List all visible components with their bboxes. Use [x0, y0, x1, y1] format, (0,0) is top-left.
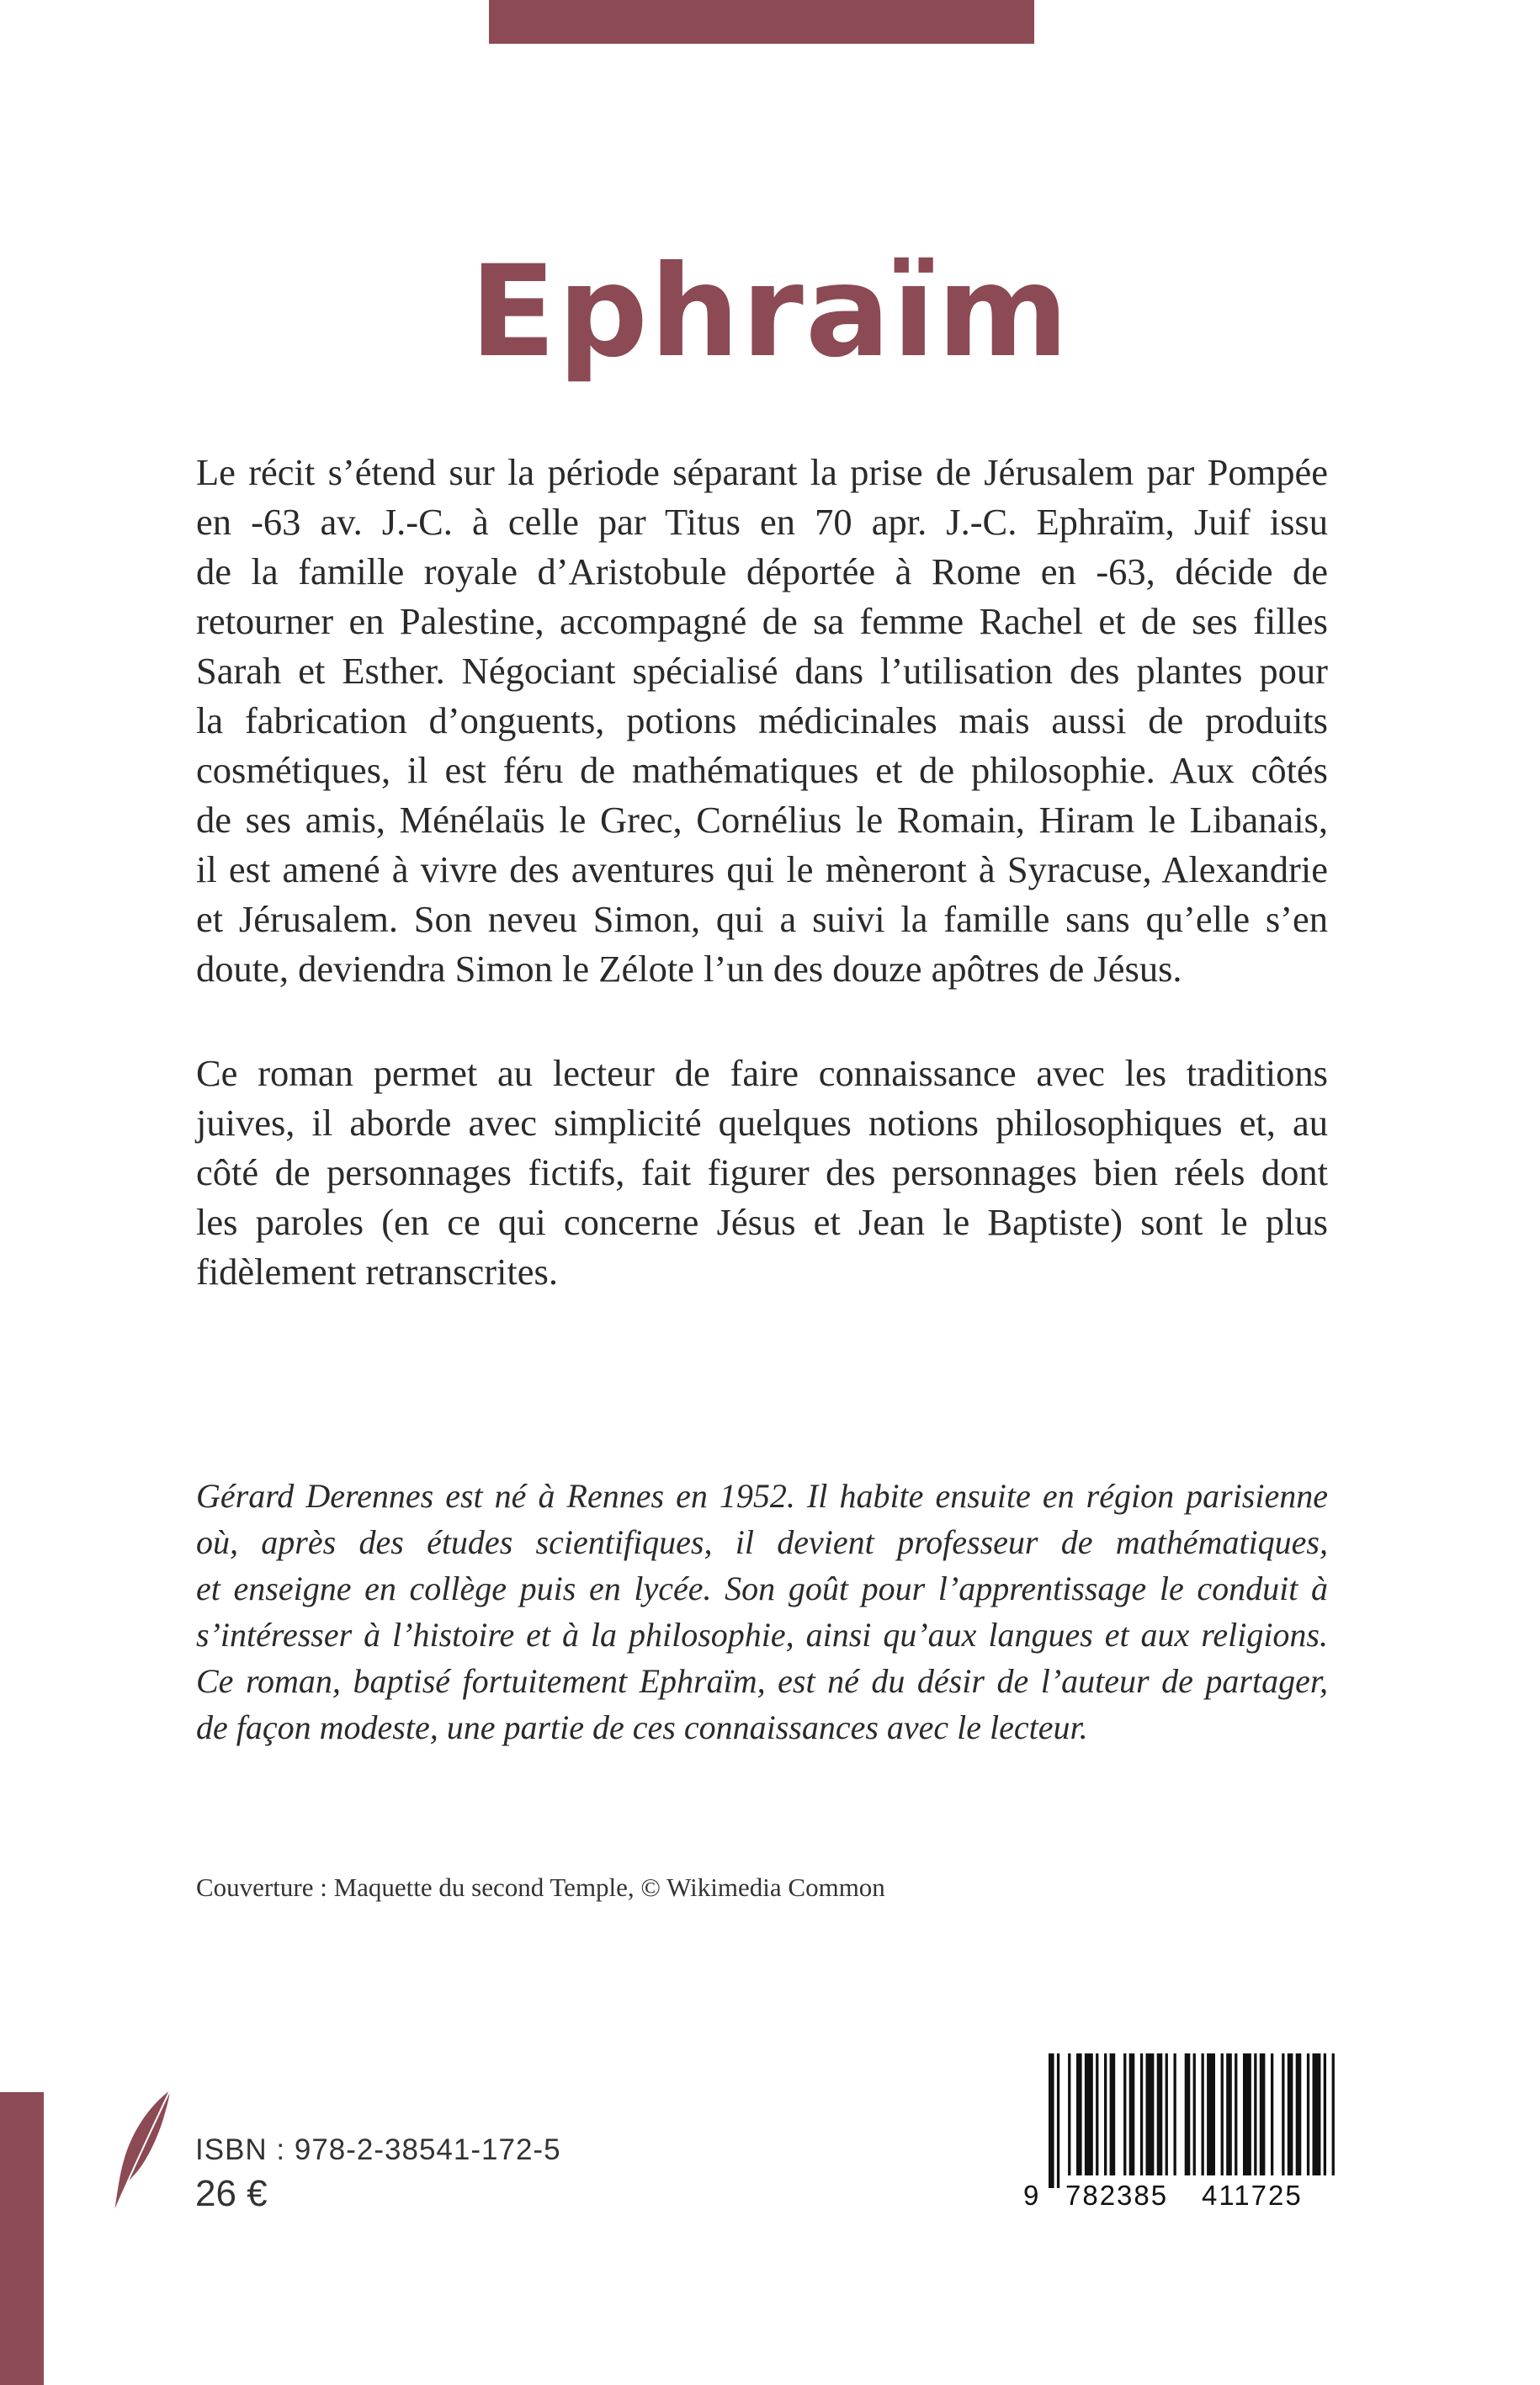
- barcode-bar: [1207, 2053, 1215, 2175]
- bio-line: de façon modeste, une partie de ces connaissances avec le lecteur.: [196, 1708, 1088, 1746]
- barcode-bar: [1332, 2053, 1335, 2175]
- summary-line: les paroles (en ce qui concerne Jésus et Jean le Baptiste) sont le plus: [196, 1201, 1328, 1243]
- barcode-bar: [1307, 2053, 1309, 2175]
- barcode-bar: [1226, 2053, 1232, 2175]
- barcode-bar: [1271, 2053, 1273, 2175]
- summary-line: Le récit s’étend sur la période séparant la prise de Jérusalem par Pompée: [196, 451, 1328, 493]
- barcode-bar: [1146, 2053, 1155, 2175]
- summary-line: Sarah et Esther. Négociant spécialisé dans l’utilisation des plantes pour: [196, 650, 1328, 692]
- summary-paragraph-1: [196, 448, 1328, 994]
- barcode-bar: [1166, 2053, 1168, 2175]
- barcode-bar: [1129, 2053, 1135, 2175]
- barcode-bar: [1096, 2053, 1098, 2175]
- summary-line: en -63 av. J.-C. à celle par Titus en 70 apr. J.-C. Ephraïm, Juif issu: [196, 501, 1328, 543]
- summary-line: fidèlement retranscrites.: [196, 1251, 558, 1293]
- barcode-bar: [1140, 2053, 1143, 2175]
- summary-line: de ses amis, Ménélaüs le Grec, Cornélius le Romain, Hiram le Libanais,: [196, 799, 1328, 841]
- barcode-bar: [1157, 2053, 1163, 2175]
- barcode-bar: [1076, 2053, 1082, 2175]
- barcode-bar: [1085, 2053, 1093, 2175]
- price-text: 26 €: [195, 2173, 268, 2214]
- barcode-bar: [1110, 2053, 1116, 2175]
- barcode-bar: [1288, 2053, 1293, 2175]
- summary-paragraph-2: [196, 1049, 1328, 1297]
- barcode-bar: [1193, 2053, 1196, 2175]
- barcode-bar: [1221, 2053, 1224, 2175]
- side-accent-bar: [0, 2092, 44, 2385]
- summary-line: la fabrication d’onguents, potions médicinales mais aussi de produits: [196, 699, 1328, 741]
- barcode-bar: [1243, 2053, 1251, 2175]
- barcode-bar: [1123, 2053, 1126, 2175]
- barcode-digits-right: 411725: [1202, 2180, 1303, 2211]
- cover-credit: Couverture : Maquette du second Temple, © Wikimedia Common: [196, 1872, 885, 1902]
- barcode-bar: [1174, 2053, 1176, 2175]
- bio-line: s’intéresser à l’histoire et à la philosophie, ainsi qu’aux langues et aux religions.: [196, 1616, 1328, 1654]
- summary-line: il est amené à vivre des aventures qui le mèneront à Syracuse, Alexandrie: [196, 848, 1328, 890]
- barcode-bar: [1313, 2053, 1321, 2175]
- bio-line: et enseigne en collège puis en lycée. Son goût pour l’apprentissage le conduit à: [196, 1570, 1328, 1607]
- barcode-digit-first: 9: [1023, 2180, 1041, 2211]
- top-accent-bar: [489, 0, 1034, 44]
- barcode-bar: [1296, 2053, 1302, 2175]
- barcode-bar: [1049, 2053, 1054, 2188]
- summary-line: retourner en Palestine, accompagné de sa femme Rachel et de ses filles: [196, 600, 1328, 642]
- barcode-bar: [1202, 2053, 1204, 2175]
- summary-line: de la famille royale d’Aristobule déportée à Rome en -63, décide de: [196, 550, 1328, 592]
- bio-line: où, après des études scientifiques, il devient professeur de mathématiques,: [196, 1523, 1328, 1561]
- author-bio: [196, 1473, 1328, 1750]
- quill-feather-icon: [108, 2089, 175, 2215]
- summary-line: côté de personnages fictifs, fait figurer des personnages bien réels dont: [196, 1151, 1328, 1193]
- barcode-bar: [1282, 2053, 1284, 2175]
- bio-line: Ce roman, baptisé fortuitement Ephraïm, est né du désir de l’auteur de partager,: [196, 1662, 1328, 1700]
- barcode-bar: [1185, 2053, 1191, 2175]
- summary-line: et Jérusalem. Son neveu Simon, qui a suivi la famille sans qu’elle s’en: [196, 898, 1328, 940]
- barcode-digits-left: 782385: [1065, 2180, 1169, 2211]
- barcode: [1023, 2053, 1339, 2226]
- summary-line: doute, deviendra Simon le Zélote l’un des douze apôtres de Jésus.: [196, 948, 1182, 990]
- summary-line: cosmétiques, il est féru de mathématiques et de philosophie. Aux côtés: [196, 749, 1328, 791]
- barcode-bar: [1260, 2053, 1266, 2175]
- book-title: Ephraïm: [470, 238, 1070, 385]
- bio-line: Gérard Derennes est né à Rennes en 1952. Il habite ensuite en région parisienne: [196, 1477, 1328, 1515]
- barcode-bar: [1254, 2053, 1256, 2175]
- summary-line: Ce roman permet au lecteur de faire connaissance avec les traditions: [196, 1052, 1328, 1094]
- barcode-bar: [1057, 2053, 1059, 2188]
- barcode-bar: [1104, 2053, 1107, 2175]
- summary-line: juives, il aborde avec simplicité quelques notions philosophiques et, au: [196, 1102, 1328, 1144]
- barcode-bar: [1068, 2053, 1070, 2175]
- barcode-bar: [1324, 2053, 1326, 2175]
- barcode-bar: [1235, 2053, 1237, 2175]
- isbn-text: ISBN : 978-2-38541-172-5: [195, 2133, 561, 2166]
